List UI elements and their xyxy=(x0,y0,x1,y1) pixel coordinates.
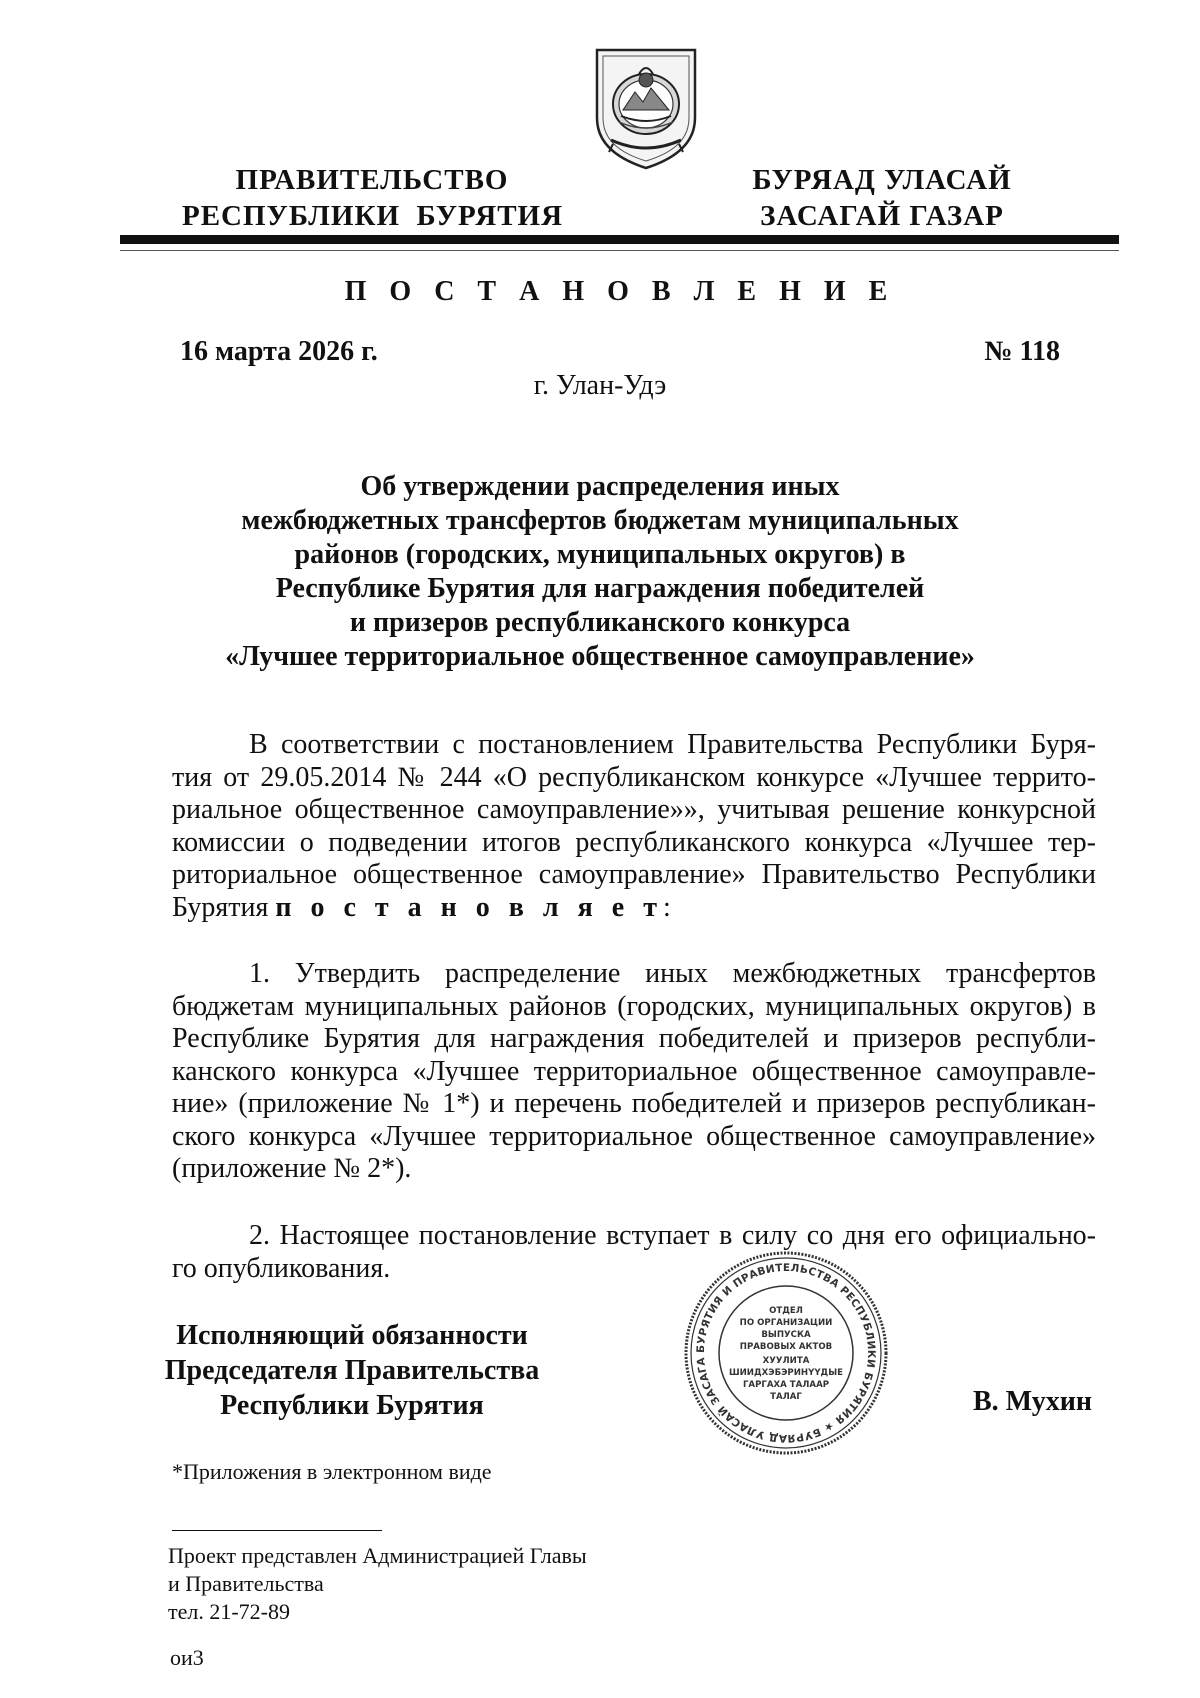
footer-divider xyxy=(172,1530,382,1531)
preamble-subject: Бурятия xyxy=(172,891,276,923)
title-line: Республике Бурятия для награждения победителей xyxy=(275,573,925,604)
paragraph-line xyxy=(172,892,1096,925)
seal-center-line: ОТДЕЛ xyxy=(769,1306,803,1316)
executor-code: ои3 xyxy=(170,1645,204,1670)
appendix-note: *Приложения в электронном виде xyxy=(172,1459,492,1484)
signatory-title-line: Республики Бурятия xyxy=(220,1390,484,1421)
paragraph-line: В соответствии с постановлением Правительства Республики Буря- xyxy=(249,729,1096,760)
document-number: № 118 xyxy=(984,336,1060,367)
clause-1-paragraph xyxy=(172,958,1096,1186)
seal-center-line: ПРАВОВЫХ АКТОВ xyxy=(739,1342,833,1352)
project-info-line: Проект представлен Администрацией Главы xyxy=(168,1543,587,1568)
title-line: и призеров республиканского конкурса xyxy=(349,607,851,638)
government-name-buryat xyxy=(742,162,1022,234)
project-info-line: и Правительства xyxy=(168,1571,324,1596)
signatory-title xyxy=(152,1318,552,1423)
paragraph-line: (приложение № 2*). xyxy=(172,1153,412,1184)
header-thin-divider xyxy=(120,250,1119,251)
title-line: районов (городских, муниципальных округов) в xyxy=(294,539,906,570)
paragraph-line: 1. Утвердить распределение иных межбюджетных трансфертов xyxy=(249,958,1096,989)
signatory-title-line: Председателя Правительства xyxy=(164,1355,540,1386)
clause-2-paragraph xyxy=(172,1220,1096,1285)
republic-of-buryatia-coat-of-arms-icon xyxy=(593,44,699,172)
seal-icon xyxy=(683,1250,889,1456)
coat-of-arms-emblem xyxy=(593,44,699,172)
paragraph-line: 2. Настоящее постановление вступает в силу со дня его официально- xyxy=(249,1220,1096,1251)
seal-center-line: ШИИДХЭБЭРИНҮҮДЫЕ xyxy=(728,1368,844,1378)
government-name-line-2: РЕСПУБЛИКИ БУРЯТИЯ xyxy=(182,200,564,232)
signatory-title-line: Исполняющий обязанности xyxy=(176,1320,528,1351)
paragraph-line: Республике Бурятия для награждения победителей и призеров республи- xyxy=(172,1023,1096,1054)
seal-ring-text-path: БУРЯТИЯ И ПРАВИТЕЛЬСТВА РЕСПУБЛИКИ БУРЯТИЯ ★ БУРЯАД УЛАСАЙ ЗАСАГА xyxy=(694,1261,878,1445)
official-seal-stamp xyxy=(683,1250,889,1456)
government-name-buryat-line-2: ЗАСАГАЙ ГАЗАР xyxy=(760,200,1004,232)
resolves-emphasis: п о с т а н о в л я е т xyxy=(275,891,663,923)
paragraph-line: го опубликования. xyxy=(172,1252,391,1284)
document-city: г. Улан-Удэ xyxy=(533,370,667,401)
project-info xyxy=(168,1542,587,1626)
document-title xyxy=(160,470,1040,674)
preamble-colon: : xyxy=(662,891,671,923)
preamble-paragraph xyxy=(172,729,1096,924)
government-name-line-1: ПРАВИТЕЛЬСТВО xyxy=(235,164,509,196)
header-thick-divider xyxy=(120,235,1119,244)
seal-center-line: ПО ОРГАНИЗАЦИИ xyxy=(739,1318,833,1328)
document-date: 16 марта 2026 г. xyxy=(180,336,378,367)
title-line: межбюджетных трансфертов бюджетам муниципальных xyxy=(241,505,959,536)
seal-center-line: ГАРГАХА ТАЛААР xyxy=(742,1380,830,1390)
document-type: П О С Т А Н О В Л Е Н И Е xyxy=(344,276,896,307)
paragraph-line: ние» (приложение № 1*) и перечень победителей и призеров республикан- xyxy=(172,1088,1096,1119)
government-name-buryat-line-1: БУРЯАД УЛАСАЙ xyxy=(752,164,1012,196)
signatory-name: В. Мухин xyxy=(973,1386,1092,1417)
government-name-russian xyxy=(182,162,562,234)
title-line: Об утверждении распределения иных xyxy=(360,471,840,502)
paragraph-line: риальное общественное самоуправление»», учитывая решение конкурсной xyxy=(172,794,1096,825)
seal-center-line: ВЫПУСКА xyxy=(761,1330,811,1340)
contact-phone: тел. 21-72-89 xyxy=(168,1599,291,1624)
paragraph-line: канского конкурса «Лучшее территориальное общественное самоуправле- xyxy=(172,1055,1096,1087)
paragraph-line: комиссии о подведении итогов республиканского конкурса «Лучшее тер- xyxy=(172,826,1096,858)
seal-outer-ring xyxy=(686,1253,886,1453)
seal-center-line: ХУУЛИТА xyxy=(762,1356,810,1366)
seal-center-line: ТАЛАГ xyxy=(770,1392,802,1402)
paragraph-line: ского конкурса «Лучшее территориальное общественное самоуправление» xyxy=(172,1120,1096,1152)
title-line: «Лучшее территориальное общественное самоуправление» xyxy=(225,641,975,672)
paragraph-line: риториальное общественное самоуправление» Правительство Республики xyxy=(172,859,1096,890)
paragraph-line: тия от 29.05.2014 № 244 «О республиканском конкурсе «Лучшее террито- xyxy=(172,761,1096,793)
paragraph-line: бюджетам муниципальных районов (городских, муниципальных округов) в xyxy=(172,990,1096,1022)
